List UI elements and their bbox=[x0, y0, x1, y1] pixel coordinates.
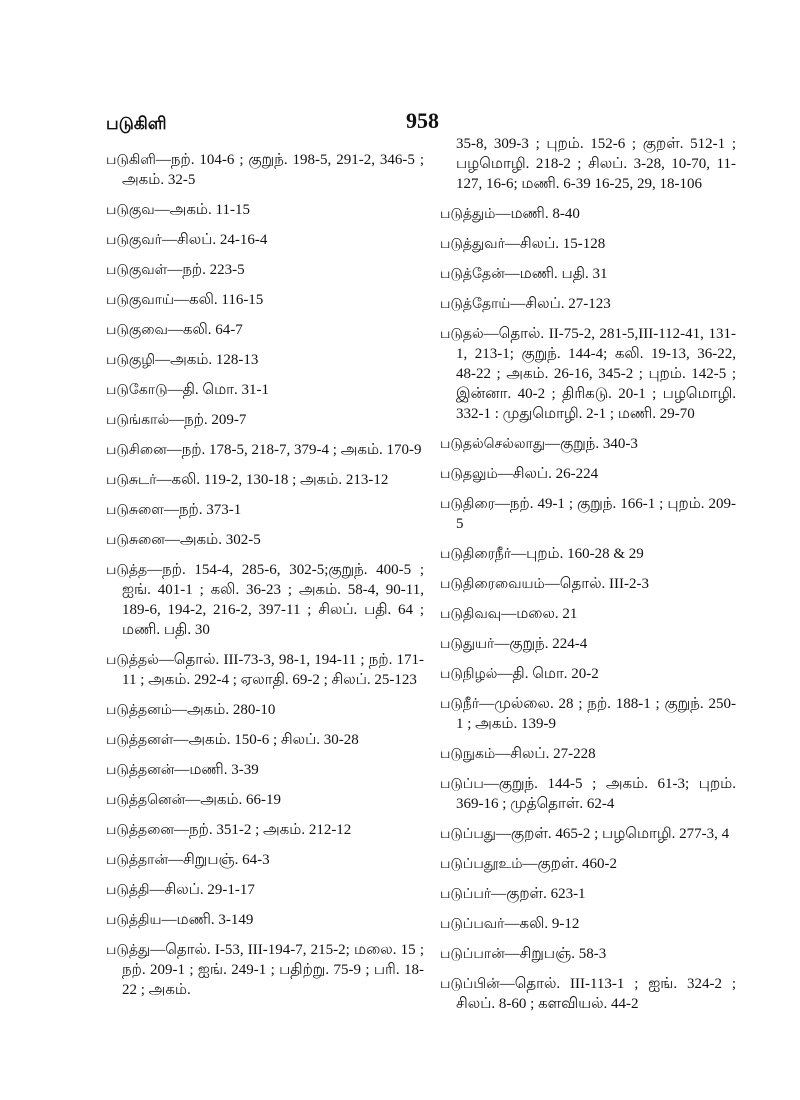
entry-headword: படுதிவவு bbox=[440, 606, 502, 622]
index-entry bbox=[106, 470, 424, 490]
page-number: 958 bbox=[406, 108, 439, 133]
page-header bbox=[0, 0, 800, 140]
index-columns bbox=[0, 136, 800, 1090]
entry-references: —நற். 104-6 ; குறுந். 198-5, 291-2, 346-5 ; அகம். 32-5 bbox=[122, 152, 424, 188]
index-entry bbox=[106, 150, 424, 190]
entry-references: —தொல். III-2-3 bbox=[544, 576, 649, 592]
entry-headword: படுசுடர் bbox=[106, 472, 157, 488]
index-entry bbox=[440, 854, 736, 874]
entry-references: —நற். 373-1 bbox=[163, 502, 242, 518]
right-column bbox=[440, 134, 736, 1024]
entry-references: —சிலப். 27-228 bbox=[495, 746, 596, 762]
entry-references: —மணி. 8-40 bbox=[495, 206, 580, 222]
entry-headword: படுத்த bbox=[106, 562, 148, 578]
entry-references: —சிலப். 29-1-17 bbox=[149, 882, 255, 898]
index-entry bbox=[106, 500, 424, 520]
entry-headword: படுகுவர் bbox=[106, 232, 162, 248]
index-entry bbox=[440, 204, 736, 224]
entry-headword: படுகிளி bbox=[106, 152, 156, 168]
entry-headword: படுதிரைநீர் bbox=[440, 546, 512, 562]
entry-headword: படுத்தும் bbox=[440, 206, 496, 222]
index-entry bbox=[440, 264, 736, 284]
index-entry bbox=[440, 744, 736, 764]
entry-references: —அகம். 66-19 bbox=[185, 792, 282, 808]
entry-references: —குறுந். 340-3 bbox=[545, 436, 638, 452]
entry-headword: படுகோடு bbox=[106, 382, 168, 398]
entry-references: 35-8, 309-3 ; புறம். 152-6 ; குறள். 512-1 ; பழமொழி. 218-2 ; சிலப். 3-28, 10-70, 11-127, 16-6; மணி. 6-39 16-25, 29, 18-106 bbox=[456, 136, 736, 192]
index-entry bbox=[440, 634, 736, 654]
index-entry bbox=[106, 940, 424, 1000]
entry-headword: படுப்பதூஉம் bbox=[440, 856, 523, 872]
index-entry bbox=[440, 494, 736, 534]
entry-references: —மணி. பதி. 31 bbox=[504, 266, 608, 282]
index-entry bbox=[106, 700, 424, 720]
entry-headword: படுகுவை bbox=[106, 322, 168, 338]
index-entry bbox=[440, 544, 736, 564]
entry-headword: படுதிரைவையம் bbox=[440, 576, 545, 592]
left-column bbox=[106, 150, 424, 1010]
index-entry bbox=[106, 790, 424, 810]
entry-references: —மலை. 21 bbox=[501, 606, 578, 622]
entry-headword: படுநீர் bbox=[440, 696, 480, 712]
entry-references: —நற். 154-4, 285-6, 302-5;குறுந். 400-5 ; ஐங். 401-1 ; கலி. 36-23 ; அகம். 58-4, 90-11, 189-6, 194-2, 216-2, 397-11 ; சிலப். பதி. 64 ; மணி. பதி. 30 bbox=[122, 562, 424, 638]
entry-references: —அகம். 302-5 bbox=[164, 532, 261, 548]
index-entry bbox=[440, 234, 736, 254]
entry-headword: படுசினை bbox=[106, 442, 167, 458]
index-entry bbox=[106, 350, 424, 370]
index-entry bbox=[106, 820, 424, 840]
index-entry bbox=[440, 774, 736, 814]
entry-headword: படுத்தல் bbox=[106, 652, 159, 668]
entry-references: —மணி. 3-39 bbox=[174, 762, 259, 778]
entry-references: —நற். 223-5 bbox=[167, 262, 245, 278]
entry-references: —குறள். 460-2 bbox=[522, 856, 617, 872]
entry-references: —அகம். 150-6 ; சிலப். 30-28 bbox=[173, 732, 359, 748]
entry-references: —முல்லை. 28 ; நற். 188-1 ; குறுந். 250-1 ; அகம். 139-9 bbox=[456, 696, 736, 732]
index-entry bbox=[440, 824, 736, 844]
entry-references: —சிலப். 24-16-4 bbox=[162, 232, 268, 248]
entry-references: —சிலப். 15-128 bbox=[504, 236, 606, 252]
entry-references: —தொல். III-73-3, 98-1, 194-11 ; நற். 171-11 ; அகம். 292-4 ; ஏலாதி. 69-2 ; சிலப். 25-123 bbox=[122, 652, 424, 688]
entry-headword: படுத்தனம் bbox=[106, 702, 172, 718]
entry-headword: படுதலும் bbox=[440, 466, 498, 482]
entry-references: —தொல். II-75-2, 281-5,III-112-41, 131-1, 213-1; குறுந். 144-4; கலி. 19-13, 36-22, 48-22 ; அகம். 26-16, 345-2 ; புறம். 142-5 ; இன்னா. 40-2 ; திரிகடு. 20-1 ; பழமொழி. 332-1 : முதுமொழி. 2-1 ; மணி. 29-70 bbox=[456, 326, 736, 422]
index-entry bbox=[106, 560, 424, 640]
entry-references: —நற். 178-5, 218-7, 379-4 ; அகம். 170-9 bbox=[166, 442, 422, 458]
entry-references: —நற். 209-7 bbox=[169, 412, 247, 428]
index-entry bbox=[440, 914, 736, 934]
index-entry bbox=[106, 760, 424, 780]
index-entry bbox=[440, 574, 736, 594]
entry-headword: படுத்துவர் bbox=[440, 236, 505, 252]
entry-headword: படுகுவ bbox=[106, 202, 155, 218]
entry-references: —புறம். 160-28 & 29 bbox=[511, 546, 644, 562]
entry-headword: படுத்தனென் bbox=[106, 792, 186, 808]
entry-references: —குறுந். 224-4 bbox=[494, 636, 588, 652]
entry-references: —கலி. 119-2, 130-18 ; அகம். 213-12 bbox=[156, 472, 389, 488]
index-entry bbox=[440, 884, 736, 904]
entry-headword: படுங்கால் bbox=[106, 412, 170, 428]
entry-references: —நற். 351-2 ; அகம். 212-12 bbox=[173, 822, 352, 838]
index-entry bbox=[440, 324, 736, 424]
index-entry bbox=[106, 880, 424, 900]
entry-references: —தொல். I-53, III-194-7, 215-2; மலை. 15 ; நற். 209-1 ; ஐங். 249-1 ; பதிற்று. 75-9 ; பரி. 18-22 ; அகம். bbox=[122, 942, 424, 998]
entry-references: —கலி. 9-12 bbox=[504, 916, 580, 932]
entry-headword: படுசுனை bbox=[106, 532, 165, 548]
entry-headword: படுத்தோய் bbox=[440, 296, 511, 312]
index-entry bbox=[106, 200, 424, 220]
entry-references: —குறுந். 144-5 ; அகம். 61-3; புறம். 369-16 ; முத்தொள். 62-4 bbox=[456, 776, 736, 812]
entry-headword: படுத்தனன் bbox=[106, 762, 175, 778]
entry-references: —அகம். 280-10 bbox=[172, 702, 276, 718]
index-entry bbox=[440, 434, 736, 454]
entry-references: —தொல். III-113-1 ; ஐங். 324-2 ; சிலப். 8-60 ; களவியல். 44-2 bbox=[456, 976, 736, 1012]
entry-references: —நற். 49-1 ; குறுந். 166-1 ; புறம். 209-5 bbox=[456, 496, 736, 532]
index-entry bbox=[106, 230, 424, 250]
entry-references: —கலி. 64-7 bbox=[167, 322, 243, 338]
entry-references: —சிலப். 27-123 bbox=[510, 296, 611, 312]
entry-headword: படுதல் bbox=[440, 326, 484, 342]
index-entry bbox=[106, 320, 424, 340]
entry-references: —கலி. 116-15 bbox=[174, 292, 264, 308]
index-entry bbox=[440, 604, 736, 624]
entry-references: —சிறுபஞ். 64-3 bbox=[168, 852, 270, 868]
entry-references: —குறள். 465-2 ; பழமொழி. 277-3, 4 bbox=[495, 826, 730, 842]
entry-headword: படுநிழல் bbox=[440, 666, 498, 682]
index-entry bbox=[106, 260, 424, 280]
entry-headword: படுத்தேன் bbox=[440, 266, 505, 282]
entry-headword: படுத்தனை bbox=[106, 822, 174, 838]
entry-headword: படுகுவாய் bbox=[106, 292, 174, 308]
index-entry bbox=[440, 694, 736, 734]
index-entry bbox=[440, 944, 736, 964]
entry-headword: படுசுளை bbox=[106, 502, 164, 518]
index-entry bbox=[440, 974, 736, 1014]
entry-headword: படுத்து bbox=[106, 942, 151, 958]
entry-headword: படுதல்செல்லாது bbox=[440, 436, 545, 452]
entry-references: —மணி. 3-149 bbox=[161, 912, 254, 928]
entry-headword: படுப்பர் bbox=[440, 886, 492, 902]
index-entry bbox=[440, 134, 736, 194]
entry-references: —சிலப். 26-224 bbox=[497, 466, 599, 482]
index-entry bbox=[106, 530, 424, 550]
entry-headword: படுப்பான் bbox=[440, 946, 505, 962]
entry-headword: படுத்திய bbox=[106, 912, 162, 928]
index-entry bbox=[106, 910, 424, 930]
entry-headword: படுகுவள் bbox=[106, 262, 168, 278]
entry-references: —சிறுபஞ். 58-3 bbox=[504, 946, 607, 962]
index-entry bbox=[106, 440, 424, 460]
entry-headword: படுப்பின் bbox=[440, 976, 500, 992]
index-entry bbox=[106, 410, 424, 430]
entry-headword: படுத்தி bbox=[106, 882, 150, 898]
running-head: படுகிளி bbox=[106, 114, 167, 134]
index-entry bbox=[106, 850, 424, 870]
index-entry bbox=[106, 380, 424, 400]
index-entry bbox=[106, 650, 424, 690]
entry-headword: படுப்பது bbox=[440, 826, 496, 842]
entry-headword: படுத்தனள் bbox=[106, 732, 174, 748]
entry-references: —அகம். 128-13 bbox=[155, 352, 259, 368]
index-entry bbox=[440, 464, 736, 484]
index-entry bbox=[440, 294, 736, 314]
entry-references: —அகம். 11-15 bbox=[154, 202, 250, 218]
entry-headword: படுப்பவர் bbox=[440, 916, 505, 932]
entry-headword: படுகுழி bbox=[106, 352, 156, 368]
index-entry bbox=[106, 290, 424, 310]
entry-headword: படுநுகம் bbox=[440, 746, 496, 762]
entry-references: —தி. மொ. 31-1 bbox=[167, 382, 269, 398]
entry-references: —குறள். 623-1 bbox=[491, 886, 586, 902]
index-entry bbox=[440, 664, 736, 684]
entry-headword: படுப்ப bbox=[440, 776, 484, 792]
entry-headword: படுதிரை bbox=[440, 496, 495, 512]
entry-headword: படுத்தான் bbox=[106, 852, 169, 868]
entry-headword: படுதுயர் bbox=[440, 636, 495, 652]
entry-references: —தி. மொ. 20-2 bbox=[497, 666, 599, 682]
index-entry bbox=[106, 730, 424, 750]
